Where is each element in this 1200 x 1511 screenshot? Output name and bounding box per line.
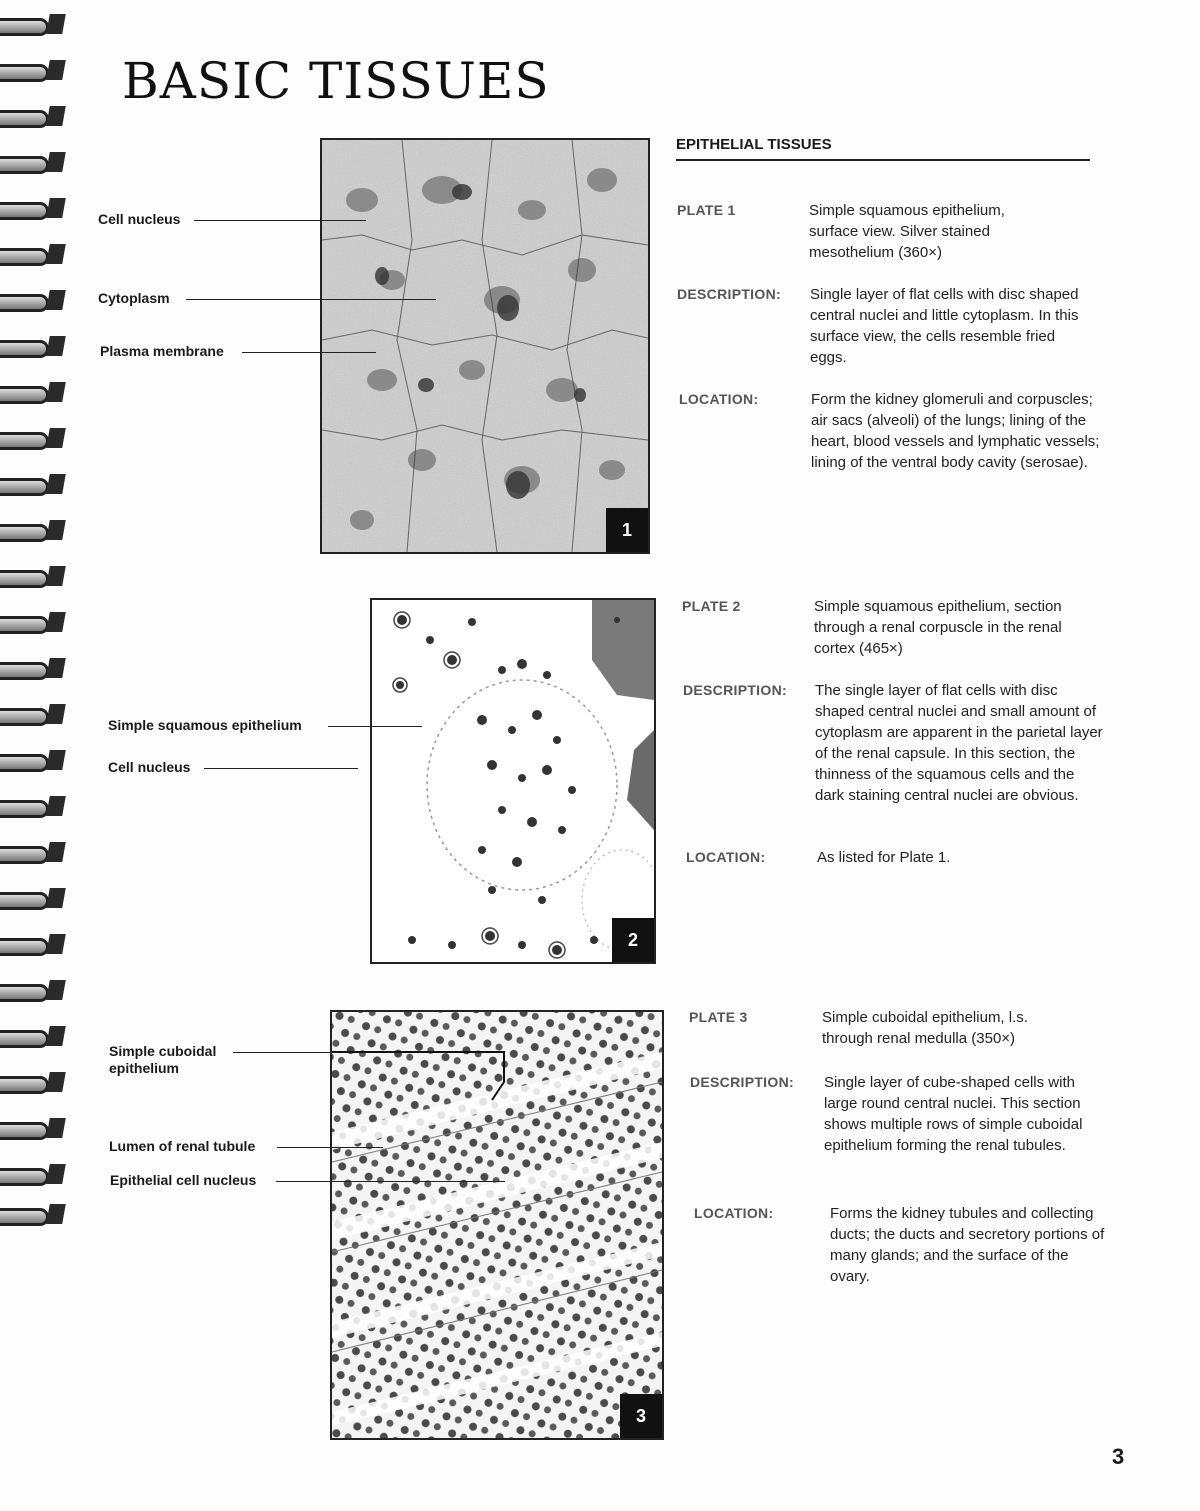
plate-number-badge: 2 xyxy=(612,918,654,962)
plate-caption: Simple squamous epithelium, section through a renal corpuscle in the renal cortex (465×) xyxy=(814,598,1062,657)
binding-ring xyxy=(0,654,70,684)
binding-ring xyxy=(0,194,70,224)
location-key: LOCATION: xyxy=(686,849,766,865)
callout-label: Simple squamous epithelium xyxy=(108,717,302,733)
micrograph-cuboidal-epithelium xyxy=(332,1012,662,1438)
callout-cytoplasm xyxy=(98,290,436,310)
binding-ring xyxy=(0,424,70,454)
spiral-binding xyxy=(0,10,72,1240)
micrograph-renal-corpuscle xyxy=(372,600,654,962)
page-title: BASIC TISSUES xyxy=(122,52,550,110)
callout-label: Cell nucleus xyxy=(98,211,181,227)
callout-label: Cytoplasm xyxy=(98,290,170,306)
binding-ring xyxy=(0,884,70,914)
location-key: LOCATION: xyxy=(694,1205,774,1221)
binding-ring xyxy=(0,240,70,270)
description-key: DESCRIPTION: xyxy=(677,286,781,302)
binding-ring xyxy=(0,1114,70,1144)
micrograph-plate-3 xyxy=(330,1010,664,1440)
binding-ring xyxy=(0,700,70,730)
binding-ring xyxy=(0,148,70,178)
location-text: Forms the kidney tubules and collecting ducts; the ducts and secretory portions of many glands; and the surface of the ovary. xyxy=(830,1205,1105,1285)
leader-line xyxy=(204,768,358,769)
leader-line xyxy=(276,1181,505,1182)
callout-epithelial-cell-nucleus xyxy=(110,1172,505,1192)
micrograph-plate-2 xyxy=(370,598,656,964)
binding-ring xyxy=(0,930,70,960)
binding-ring xyxy=(0,10,70,40)
binding-ring xyxy=(0,470,70,500)
callout-simple-cuboidal-epithelium xyxy=(109,1043,337,1083)
binding-ring xyxy=(0,792,70,822)
page-number: 3 xyxy=(1112,1444,1125,1469)
description-text: The single layer of flat cells with disc shaped central nuclei and small amount of cytoplasm are apparent in the parietal layer of the renal capsule. In this section, the thinness of the squamous cells and the dark staining central nuclei are obvious. xyxy=(815,682,1103,804)
binding-ring xyxy=(0,746,70,776)
plate-caption: Simple squamous epithelium, surface view. Silver stained mesothelium (360×) xyxy=(809,202,1005,261)
description-key: DESCRIPTION: xyxy=(690,1074,794,1090)
callout-label: Epithelial cell nucleus xyxy=(110,1172,257,1188)
binding-ring xyxy=(0,1160,70,1190)
plate-key: PLATE 2 xyxy=(682,598,741,614)
binding-ring xyxy=(0,1200,70,1230)
plate-number-badge: 3 xyxy=(620,1394,662,1438)
binding-ring xyxy=(0,608,70,638)
binding-ring xyxy=(0,1022,70,1052)
binding-ring xyxy=(0,332,70,362)
leader-line xyxy=(242,352,376,353)
binding-ring xyxy=(0,516,70,546)
binding-ring xyxy=(0,56,70,86)
binding-ring xyxy=(0,378,70,408)
description-text: Single layer of flat cells with disc shaped central nuclei and little cytoplasm. In this surface view, the cells resemble fried eggs. xyxy=(810,286,1079,366)
leader-line xyxy=(328,726,422,727)
location-text: Form the kidney glomeruli and corpuscles; air sacs (alveoli) of the lungs; lining of the heart, blood vessels and lymphatic vessels; lining of the ventral body cavity (serosae). xyxy=(811,391,1100,471)
callout-label: Lumen of renal tubule xyxy=(109,1138,256,1154)
callout-plasma-membrane xyxy=(100,343,376,363)
binding-ring xyxy=(0,286,70,316)
leader-line xyxy=(186,299,436,300)
callout-label: Simple cuboidal epithelium xyxy=(109,1043,217,1076)
callout-cell-nucleus xyxy=(98,211,368,231)
binding-ring xyxy=(0,838,70,868)
binding-ring xyxy=(0,976,70,1006)
description-text: Single layer of cube-shaped cells with large round central nuclei. This section shows multiple rows of simple cuboidal epithelium forming the renal tubules. xyxy=(824,1074,1083,1154)
binding-ring xyxy=(0,562,70,592)
plate-number-badge: 1 xyxy=(606,508,648,552)
section-heading: EPITHELIAL TISSUES xyxy=(676,136,1090,161)
plate-key: PLATE 3 xyxy=(689,1009,748,1025)
callout-label: Cell nucleus xyxy=(108,759,191,775)
plate-key: PLATE 1 xyxy=(677,202,736,218)
callout-label: Plasma membrane xyxy=(100,343,224,359)
leader-line xyxy=(194,220,366,221)
location-text: As listed for Plate 1. xyxy=(817,849,951,866)
description-key: DESCRIPTION: xyxy=(683,682,787,698)
binding-ring xyxy=(0,102,70,132)
leader-line xyxy=(233,1052,337,1053)
plate-caption: Simple cuboidal epithelium, l.s. through renal medulla (350×) xyxy=(822,1009,1028,1047)
callout-simple-squamous-epithelium xyxy=(108,717,422,737)
binding-ring xyxy=(0,1068,70,1098)
callout-cell-nucleus-2 xyxy=(108,759,358,779)
location-key: LOCATION: xyxy=(679,391,759,407)
leader-line xyxy=(277,1147,383,1148)
callout-lumen-renal-tubule xyxy=(109,1138,383,1158)
